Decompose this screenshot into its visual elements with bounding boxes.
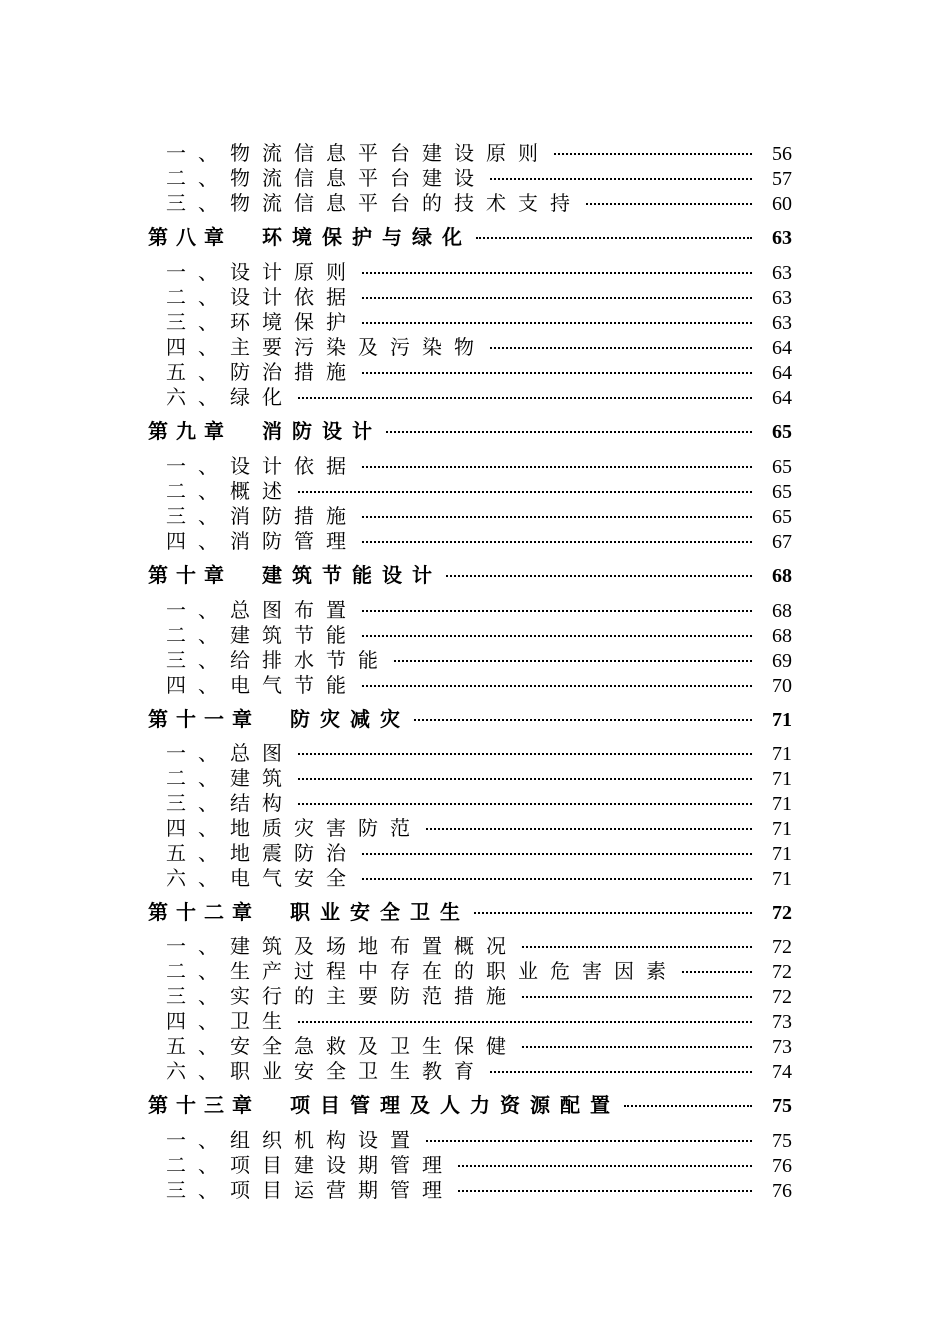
- dot-leader: [362, 853, 752, 855]
- dot-leader: [586, 203, 752, 205]
- toc-item-label: 四、地质灾害防范: [166, 816, 422, 840]
- toc-item-page: 73: [772, 1011, 792, 1033]
- toc-item-page: 64: [772, 337, 792, 359]
- chapter-page: 68: [772, 565, 792, 587]
- toc-item[interactable]: [166, 619, 792, 647]
- toc-item-label: 二、概述: [166, 479, 294, 503]
- dot-leader: [426, 1140, 752, 1142]
- toc-item[interactable]: [166, 737, 792, 765]
- toc-item-page: 65: [772, 506, 792, 528]
- dot-leader: [474, 912, 752, 914]
- toc-item-page: 57: [772, 168, 792, 190]
- toc-item-page: 76: [772, 1180, 792, 1202]
- toc-chapter-heading[interactable]: [148, 703, 792, 731]
- toc-item[interactable]: [166, 812, 792, 840]
- toc-item[interactable]: [166, 955, 792, 983]
- chapter-page: 71: [772, 709, 792, 731]
- toc-item-page: 71: [772, 793, 792, 815]
- toc-item[interactable]: [166, 281, 792, 309]
- chapter-title: 项目管理及人力资源配置: [290, 1093, 620, 1117]
- toc-item[interactable]: [166, 1149, 792, 1177]
- dot-leader: [458, 1165, 752, 1167]
- toc-item-page: 71: [772, 743, 792, 765]
- toc-item-label: 六、职业安全卫生教育: [166, 1059, 486, 1083]
- toc-item-page: 67: [772, 531, 792, 553]
- toc-item[interactable]: [166, 1055, 792, 1083]
- dot-leader: [446, 575, 752, 577]
- toc-item-label: 三、给排水节能: [166, 648, 390, 672]
- toc-item[interactable]: [166, 525, 792, 553]
- dot-leader: [298, 397, 752, 399]
- toc-item-label: 二、项目建设期管理: [166, 1153, 454, 1177]
- dot-leader: [362, 372, 752, 374]
- dot-leader: [362, 322, 752, 324]
- toc-item-page: 72: [772, 986, 792, 1008]
- chapter-page: 63: [772, 227, 792, 249]
- toc-item[interactable]: [166, 930, 792, 958]
- toc-item-page: 65: [772, 481, 792, 503]
- toc-item-label: 三、物流信息平台的技术支持: [166, 191, 582, 215]
- dot-leader: [362, 610, 752, 612]
- chapter-title: 职业安全卫生: [290, 900, 470, 924]
- dot-leader: [458, 1190, 752, 1192]
- toc-item-label: 一、物流信息平台建设原则: [166, 141, 550, 165]
- toc-item-label: 一、设计原则: [166, 260, 358, 284]
- dot-leader: [490, 178, 752, 180]
- dot-leader: [624, 1105, 752, 1107]
- dot-leader: [298, 753, 752, 755]
- toc-item-page: 71: [772, 868, 792, 890]
- toc-item[interactable]: [166, 381, 792, 409]
- toc-item-page: 69: [772, 650, 792, 672]
- toc-item-page: 76: [772, 1155, 792, 1177]
- toc-item[interactable]: [166, 594, 792, 622]
- toc-item-label: 五、安全急救及卫生保健: [166, 1034, 518, 1058]
- dot-leader: [362, 541, 752, 543]
- dot-leader: [490, 347, 752, 349]
- toc-chapter-heading[interactable]: [148, 1089, 792, 1117]
- toc-item[interactable]: [166, 669, 792, 697]
- dot-leader: [362, 685, 752, 687]
- toc-item[interactable]: [166, 1124, 792, 1152]
- chapter-number: 第十一章: [148, 707, 260, 731]
- dot-leader: [414, 719, 752, 721]
- toc-item-label: 三、结构: [166, 791, 294, 815]
- toc-item[interactable]: [166, 644, 792, 672]
- toc-item-page: 71: [772, 768, 792, 790]
- toc-item[interactable]: [166, 787, 792, 815]
- toc-item[interactable]: [166, 837, 792, 865]
- toc-item-page: 71: [772, 843, 792, 865]
- chapter-page: 72: [772, 902, 792, 924]
- toc-chapter-heading[interactable]: [148, 221, 792, 249]
- toc-item-label: 一、总图: [166, 741, 294, 765]
- toc-item[interactable]: [166, 762, 792, 790]
- dot-leader: [362, 878, 752, 880]
- toc-item-page: 68: [772, 600, 792, 622]
- toc-item[interactable]: [166, 1174, 792, 1202]
- dot-leader: [682, 971, 752, 973]
- chapter-number: 第十二章: [148, 900, 260, 924]
- toc-item-label: 四、消防管理: [166, 529, 358, 553]
- toc-item-label: 四、主要污染及污染物: [166, 335, 486, 359]
- toc-item-label: 五、防治措施: [166, 360, 358, 384]
- dot-leader: [298, 491, 752, 493]
- toc-chapter-heading[interactable]: [148, 559, 792, 587]
- toc-item-page: 64: [772, 362, 792, 384]
- toc-item[interactable]: [166, 500, 792, 528]
- toc-item[interactable]: [166, 356, 792, 384]
- toc-chapter-heading[interactable]: [148, 415, 792, 443]
- chapter-page: 65: [772, 421, 792, 443]
- dot-leader: [298, 778, 752, 780]
- dot-leader: [298, 1021, 752, 1023]
- dot-leader: [362, 272, 752, 274]
- toc-item-label: 二、建筑: [166, 766, 294, 790]
- dot-leader: [394, 660, 752, 662]
- toc-item-label: 一、组织机构设置: [166, 1128, 422, 1152]
- dot-leader: [522, 996, 752, 998]
- dot-leader: [362, 297, 752, 299]
- toc-item-page: 60: [772, 193, 792, 215]
- chapter-title: 环境保护与绿化: [262, 225, 472, 249]
- toc-item-label: 四、卫生: [166, 1009, 294, 1033]
- toc-item-label: 五、地震防治: [166, 841, 358, 865]
- dot-leader: [522, 1046, 752, 1048]
- toc-item-label: 三、环境保护: [166, 310, 358, 334]
- toc-item-label: 一、总图布置: [166, 598, 358, 622]
- toc-item-page: 65: [772, 456, 792, 478]
- dot-leader: [522, 946, 752, 948]
- toc-chapter-heading[interactable]: [148, 896, 792, 924]
- toc-item-page: 73: [772, 1036, 792, 1058]
- toc-item[interactable]: [166, 331, 792, 359]
- dot-leader: [362, 516, 752, 518]
- toc-item-page: 56: [772, 143, 792, 165]
- toc-item[interactable]: [166, 137, 792, 165]
- chapter-title: 建筑节能设计: [262, 563, 442, 587]
- toc-item-page: 72: [772, 936, 792, 958]
- dot-leader: [362, 635, 752, 637]
- toc-item-label: 二、设计依据: [166, 285, 358, 309]
- toc-item-page: 70: [772, 675, 792, 697]
- toc-item[interactable]: [166, 256, 792, 284]
- toc-item-label: 三、消防措施: [166, 504, 358, 528]
- dot-leader: [476, 237, 752, 239]
- toc-item[interactable]: [166, 1030, 792, 1058]
- dot-leader: [490, 1071, 752, 1073]
- toc-item-page: 71: [772, 818, 792, 840]
- toc-item[interactable]: [166, 187, 792, 215]
- toc-item-label: 六、电气安全: [166, 866, 358, 890]
- toc-item-label: 一、建筑及场地布置概况: [166, 934, 518, 958]
- toc-item-page: 63: [772, 312, 792, 334]
- dot-leader: [554, 153, 752, 155]
- dot-leader: [426, 828, 752, 830]
- toc-item[interactable]: [166, 162, 792, 190]
- toc-item-label: 三、实行的主要防范措施: [166, 984, 518, 1008]
- toc-item-page: 68: [772, 625, 792, 647]
- toc-item[interactable]: [166, 980, 792, 1008]
- toc-item-page: 72: [772, 961, 792, 983]
- toc-item[interactable]: [166, 450, 792, 478]
- chapter-number: 第九章: [148, 419, 232, 443]
- toc-item[interactable]: [166, 306, 792, 334]
- dot-leader: [362, 466, 752, 468]
- dot-leader: [386, 431, 752, 433]
- chapter-number: 第十三章: [148, 1093, 260, 1117]
- toc-item-page: 64: [772, 387, 792, 409]
- toc-item-label: 二、生产过程中存在的职业危害因素: [166, 959, 678, 983]
- toc-item-label: 二、物流信息平台建设: [166, 166, 486, 190]
- chapter-number: 第十章: [148, 563, 232, 587]
- toc-item[interactable]: [166, 1005, 792, 1033]
- toc-item-label: 三、项目运营期管理: [166, 1178, 454, 1202]
- chapter-title: 消防设计: [262, 419, 382, 443]
- toc-item-page: 63: [772, 262, 792, 284]
- chapter-title: 防灾减灾: [290, 707, 410, 731]
- toc-item-label: 一、设计依据: [166, 454, 358, 478]
- toc-item-label: 四、电气节能: [166, 673, 358, 697]
- toc-item-page: 75: [772, 1130, 792, 1152]
- chapter-page: 75: [772, 1095, 792, 1117]
- toc-item-label: 六、绿化: [166, 385, 294, 409]
- chapter-number: 第八章: [148, 225, 232, 249]
- toc-item-page: 63: [772, 287, 792, 309]
- toc-item-page: 74: [772, 1061, 792, 1083]
- dot-leader: [298, 803, 752, 805]
- toc-item[interactable]: [166, 862, 792, 890]
- toc-item[interactable]: [166, 475, 792, 503]
- toc-item-label: 二、建筑节能: [166, 623, 358, 647]
